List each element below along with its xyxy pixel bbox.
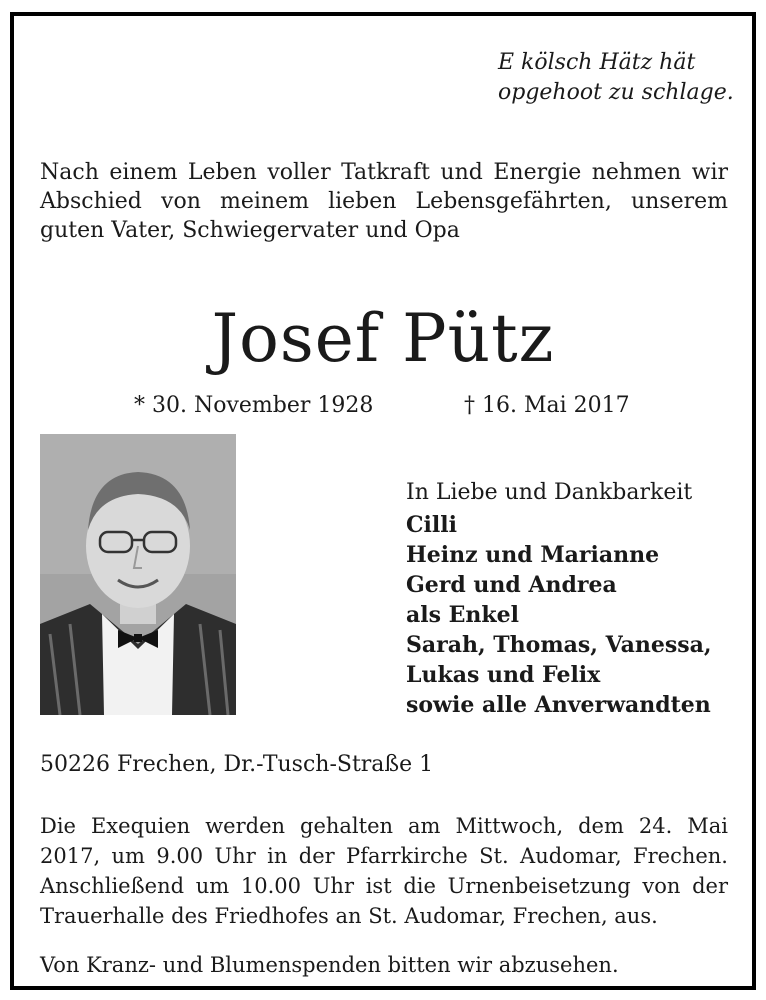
portrait-illustration: [40, 434, 236, 715]
mourners-lead: In Liebe und Dankbarkeit: [406, 480, 693, 505]
flower-note: Von Kranz- und Blumenspenden bitten wir abzusehen.: [40, 953, 619, 977]
mourner-name: sowie alle Anverwandten: [406, 692, 711, 718]
motto: E kölsch Hätz hät opgehoot zu schlage.: [498, 50, 734, 105]
mourner-name: Cilli: [406, 512, 457, 538]
mourner-name: Sarah, Thomas, Vanessa,: [406, 632, 712, 658]
mourners-block: [406, 478, 736, 720]
death-date: † 16. Mai 2017: [464, 393, 630, 418]
mourner-name: Gerd und Andrea: [406, 572, 617, 598]
mourners-list: [406, 510, 736, 720]
service-details: Die Exequien werden gehalten am Mittwoch, dem 24. Mai 2017, um 9.00 Uhr in der Pfarrkirche St. Audomar, Frechen. Anschließend um 10.00 Uhr ist die Urnenbeisetzung von der Trauerhalle des Friedhofes an St. Audomar, Frechen, aus.: [40, 814, 728, 928]
portrait-photo: [40, 434, 236, 715]
mourner-name: Heinz und Marianne: [406, 542, 660, 568]
intro-text: Nach einem Leben voller Tatkraft und Energie nehmen wir Abschied von meinem lieben Lebensgefährten, unserem guten Vater, Schwiegervater und Opa: [40, 160, 728, 243]
mourner-name: als Enkel: [406, 602, 520, 628]
address: 50226 Frechen, Dr.-Tusch-Straße 1: [40, 752, 434, 777]
obituary-frame: [10, 12, 756, 990]
mourner-name: Lukas und Felix: [406, 662, 601, 688]
deceased-name: Josef Pütz: [211, 300, 555, 377]
birth-date: * 30. November 1928: [134, 393, 374, 418]
